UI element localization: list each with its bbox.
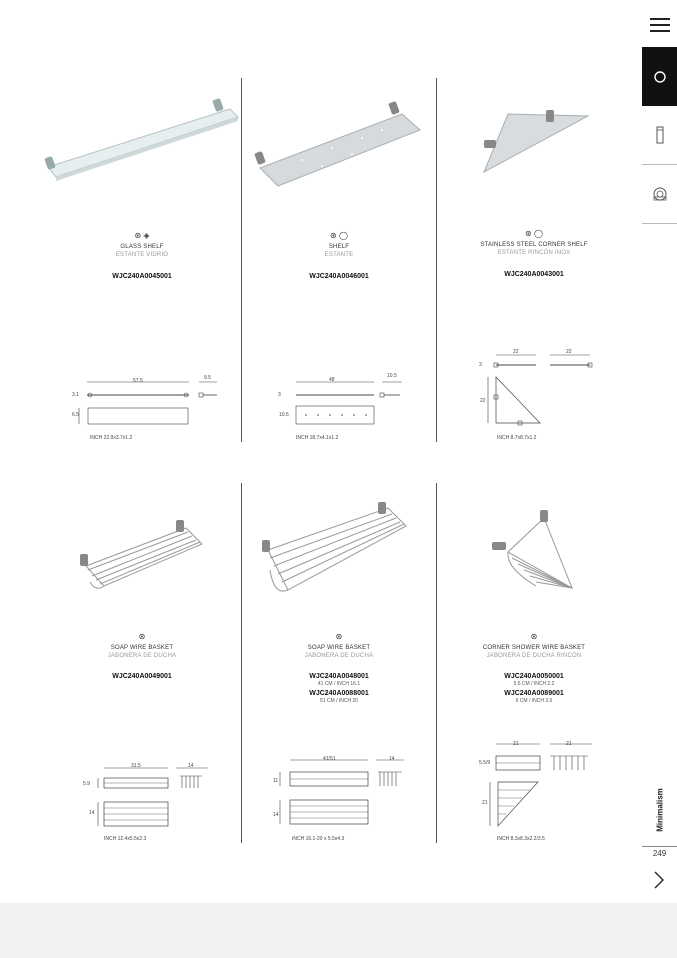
- corner-shelf-image: [476, 108, 596, 178]
- corner-shelf-drawing: [474, 345, 604, 433]
- side-navigation-rail: [642, 0, 677, 903]
- rail-item-shelf[interactable]: [642, 106, 677, 165]
- dimension-label: 14: [389, 756, 395, 762]
- product-name: GLASS SHELF: [120, 244, 164, 250]
- rail-item-mirror[interactable]: [642, 165, 677, 224]
- next-page-button[interactable]: [648, 868, 670, 892]
- dimension-label: 31.5: [131, 763, 141, 769]
- dimension-label: 3: [479, 362, 482, 368]
- product-code: WJC240A0050001: [504, 673, 564, 680]
- dimension-label: 5.5/9: [479, 760, 491, 766]
- glass-shelf-image: [40, 95, 245, 190]
- dimension-label: 10.5: [279, 412, 289, 418]
- product-code: WJC240A0089001: [504, 690, 564, 697]
- product-name-es: ESTANTE RINCÓN INOX: [497, 250, 571, 256]
- inch-dimensions: INCH 22.9x3.7x1.2: [90, 435, 133, 441]
- ring-icon: [653, 70, 667, 84]
- product-name-es: JABONERA DE DUCHA: [107, 653, 177, 659]
- dimension-label: 21: [566, 741, 572, 747]
- product-name: CORNER SHOWER WIRE BASKET: [482, 645, 586, 651]
- product-code: WJC240A0046001: [309, 273, 369, 280]
- product-code-size: 5.5 CM / INCH 2.2: [513, 681, 555, 687]
- column-divider: [436, 78, 437, 442]
- product-code: WJC240A0049001: [112, 673, 172, 680]
- steel-shelf-drawing: [278, 372, 408, 432]
- product-code-size: 51 CM / INCH 20: [319, 698, 359, 704]
- product-code: WJC240A0088001: [309, 690, 369, 697]
- soap-wire-basket-large-image: [258, 500, 413, 605]
- product-symbols: ⊛ ◈: [134, 231, 150, 240]
- product-symbols: ⊛ ◯: [525, 229, 543, 238]
- dimension-label: 21: [482, 800, 488, 806]
- product-code-size: 9 CM / INCH 3.5: [515, 698, 553, 704]
- dimension-label: 14: [273, 812, 279, 818]
- product-name: SOAP WIRE BASKET: [110, 645, 174, 651]
- chevron-right-icon: [648, 868, 670, 892]
- dimension-label: 22: [566, 349, 572, 355]
- inch-dimensions: INCH 8.3x8.3x2.2/3.5: [497, 836, 545, 842]
- section-label: Minimalism: [655, 788, 665, 832]
- product-name: SHELF: [328, 244, 350, 250]
- soap-wire-basket-drawing: [84, 760, 214, 835]
- inch-dimensions: INCH 16.1-20 x 5.5x4.3: [292, 836, 345, 842]
- rail-item-accessories-active[interactable]: [642, 47, 677, 106]
- dimension-label: 11: [273, 778, 279, 784]
- dimension-label: 9.5: [204, 375, 211, 381]
- dimension-label: 3.1: [72, 392, 79, 398]
- product-symbols: ⊛: [335, 632, 343, 641]
- dimension-label: 48: [329, 377, 335, 383]
- footer-bar: [0, 903, 677, 958]
- product-code-size: 41 CM / INCH 16.1: [317, 681, 361, 687]
- dimension-label: 6.5: [72, 412, 79, 418]
- round-mirror-icon: [651, 185, 669, 203]
- dimension-label: 14: [89, 810, 95, 816]
- steel-shelf-image: [252, 98, 427, 190]
- product-name-es: JABONERA DE DUCHA RINCÓN: [486, 653, 582, 659]
- inch-dimensions: INCH 18.7x4.1x1.2: [296, 435, 339, 441]
- column-divider: [241, 483, 242, 843]
- product-symbols: ⊛: [530, 632, 538, 641]
- soap-wire-basket-image: [76, 518, 211, 598]
- dimension-label: 5.9: [83, 781, 90, 787]
- product-symbols: ⊛ ◯: [330, 231, 348, 240]
- product-name: STAINLESS STEEL CORNER SHELF: [480, 242, 588, 248]
- dimension-label: 14: [188, 763, 194, 769]
- inch-dimensions: INCH 8.7x8.7x1.2: [497, 435, 537, 441]
- product-code: WJC240A0043001: [504, 271, 564, 278]
- product-code: WJC240A0048001: [309, 673, 369, 680]
- corner-wire-basket-drawing: [476, 738, 606, 833]
- dimension-label: 41/51: [323, 756, 336, 762]
- product-name-es: ESTANTE VIDRIO: [115, 252, 169, 258]
- dimension-label: 21: [513, 741, 519, 747]
- dimension-label: 3: [278, 392, 281, 398]
- dimension-label: 22: [480, 398, 486, 404]
- dimension-label: 10.5: [387, 373, 397, 379]
- dimension-label: 57.5: [133, 378, 143, 384]
- dimension-label: 22: [513, 349, 519, 355]
- cylinder-icon: [654, 126, 666, 144]
- product-code: WJC240A0045001: [112, 273, 172, 280]
- product-name-es: ESTANTE: [324, 252, 354, 258]
- hamburger-menu-icon[interactable]: [650, 14, 670, 36]
- product-name-es: JABONERA DE DUCHA: [304, 653, 374, 659]
- product-symbols: ⊛: [138, 632, 146, 641]
- column-divider: [436, 483, 437, 843]
- page-number: 249: [642, 846, 677, 858]
- soap-wire-basket-large-drawing: [270, 752, 415, 832]
- glass-shelf-drawing: [65, 372, 225, 432]
- inch-dimensions: INCH 12.4x5.5x2.3: [104, 836, 147, 842]
- product-name: SOAP WIRE BASKET: [307, 645, 371, 651]
- corner-wire-basket-image: [488, 508, 583, 598]
